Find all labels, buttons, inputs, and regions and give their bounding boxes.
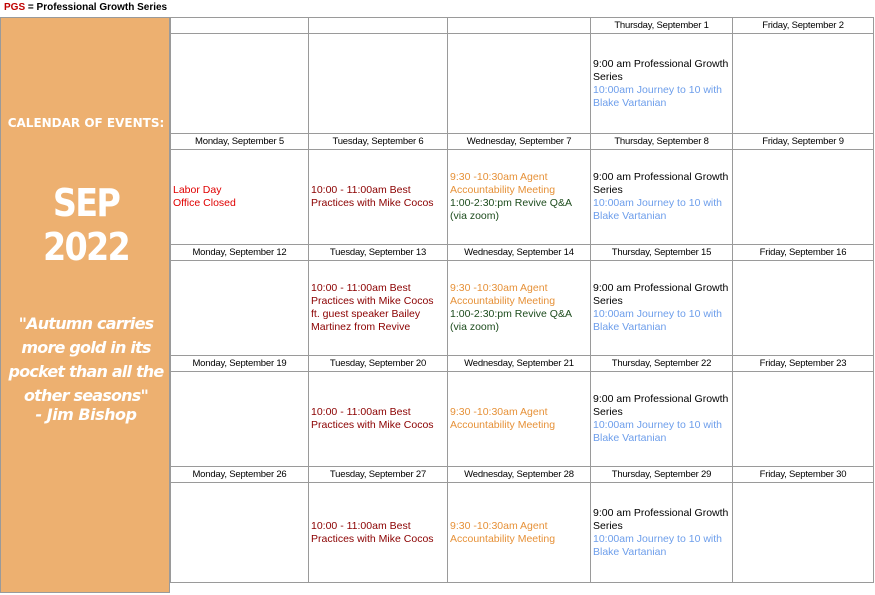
day-cell-thursday[interactable]: [591, 372, 733, 467]
legend-abbreviation: PGS: [4, 2, 26, 13]
day-cell-tuesday[interactable]: [309, 483, 448, 583]
day-cell-monday[interactable]: [171, 483, 309, 583]
day-header-thursday: Thursday, September 15: [591, 245, 733, 261]
day-cell-thursday[interactable]: [591, 34, 733, 134]
week-row: [171, 372, 874, 467]
day-header-tuesday: Tuesday, September 13: [309, 245, 448, 261]
day-cell-friday[interactable]: [733, 261, 874, 356]
day-cell-wednesday[interactable]: [448, 150, 591, 245]
day-cell-thursday[interactable]: [591, 261, 733, 356]
day-header-thursday: Thursday, September 1: [591, 18, 733, 34]
day-cell-tuesday[interactable]: [309, 261, 448, 356]
event-text: 10:00am Journey to 10 with Blake Vartanian: [593, 83, 722, 109]
day-header-wednesday: Wednesday, September 14: [448, 245, 591, 261]
calendar-heading: CALENDAR OF EVENTS:: [7, 116, 165, 130]
day-header-tuesday: Tuesday, September 27: [309, 467, 448, 483]
day-header-friday: Friday, September 2: [733, 18, 874, 34]
calendar-grid: [170, 17, 874, 583]
event-text: Office Closed: [173, 197, 236, 209]
week-row: [171, 483, 874, 583]
event-text: 9:00 am Professional Growth Series: [593, 57, 729, 83]
day-header-thursday: Thursday, September 8: [591, 134, 733, 150]
event-text: 9:30 -10:30am Agent Accountability Meeting: [450, 406, 556, 431]
day-header-monday: Monday, September 5: [171, 134, 309, 150]
day-header-monday: [171, 18, 309, 34]
week-header-row: [171, 134, 874, 150]
event-text: 9:30 -10:30am Agent Accountability Meeting: [450, 282, 556, 307]
month-title: SEP 2022: [42, 181, 130, 269]
event-text: 10:00 - 11:00am Best Practices with Mike Cocos: [311, 184, 434, 209]
day-header-wednesday: [448, 18, 591, 34]
event-text: 1:00-2:30:pm Revive Q&A (via zoom): [450, 308, 572, 333]
event-text: 10:00am Journey to 10 with Blake Vartanian: [593, 197, 722, 222]
week-row: [171, 150, 874, 245]
day-cell-friday[interactable]: [733, 34, 874, 134]
sidebar-panel: [0, 17, 170, 593]
day-cell-wednesday[interactable]: [448, 34, 591, 134]
event-text: 10:00 - 11:00am Best Practices with Mike Cocos ft. guest speaker Bailey Martinez from Revive: [311, 282, 434, 333]
day-header-monday: Monday, September 19: [171, 356, 309, 372]
day-header-wednesday: Wednesday, September 7: [448, 134, 591, 150]
day-cell-wednesday[interactable]: [448, 261, 591, 356]
event-text: 9:00 am Professional Growth Series: [593, 171, 729, 196]
day-cell-monday[interactable]: [171, 372, 309, 467]
day-cell-tuesday[interactable]: [309, 34, 448, 134]
quote-text: "Autumn carries more gold in its pocket than all the other seasons": [8, 314, 164, 405]
legend: [4, 2, 167, 13]
day-cell-monday[interactable]: [171, 34, 309, 134]
event-text: 1:00-2:30:pm Revive Q&A (via zoom): [450, 197, 572, 222]
week-header-row: [171, 245, 874, 261]
event-text: 10:00 - 11:00am Best Practices with Mike Cocos: [311, 406, 434, 431]
legend-text: = Professional Growth Series: [25, 2, 168, 13]
quote-author: - Jim Bishop: [35, 405, 137, 424]
week-row: [171, 34, 874, 134]
event-text: 10:00 - 11:00am Best Practices with Mike Cocos: [311, 519, 434, 545]
day-header-tuesday: Tuesday, September 20: [309, 356, 448, 372]
day-header-friday: Friday, September 23: [733, 356, 874, 372]
day-header-tuesday: [309, 18, 448, 34]
week-header-row: [171, 467, 874, 483]
event-text: 9:30 -10:30am Agent Accountability Meeting: [450, 519, 556, 545]
event-text: 10:00am Journey to 10 with Blake Vartanian: [593, 308, 722, 333]
day-cell-friday[interactable]: [733, 372, 874, 467]
day-cell-monday[interactable]: [171, 261, 309, 356]
day-header-friday: Friday, September 16: [733, 245, 874, 261]
day-header-monday: Monday, September 12: [171, 245, 309, 261]
day-header-friday: Friday, September 30: [733, 467, 874, 483]
week-header-row: [171, 18, 874, 34]
day-header-wednesday: Wednesday, September 21: [448, 356, 591, 372]
day-header-thursday: Thursday, September 29: [591, 467, 733, 483]
event-text: 9:00 am Professional Growth Series: [593, 506, 729, 532]
day-cell-friday[interactable]: [733, 483, 874, 583]
week-header-row: [171, 356, 874, 372]
day-cell-thursday[interactable]: [591, 150, 733, 245]
day-header-friday: Friday, September 9: [733, 134, 874, 150]
day-header-thursday: Thursday, September 22: [591, 356, 733, 372]
day-cell-friday[interactable]: [733, 150, 874, 245]
day-cell-wednesday[interactable]: [448, 483, 591, 583]
day-header-monday: Monday, September 26: [171, 467, 309, 483]
day-cell-monday[interactable]: [171, 150, 309, 245]
event-text: Labor Day: [173, 184, 222, 196]
event-text: 9:30 -10:30am Agent Accountability Meeting: [450, 171, 556, 196]
event-text: 10:00am Journey to 10 with Blake Vartanian: [593, 532, 722, 558]
day-cell-tuesday[interactable]: [309, 150, 448, 245]
event-text: 9:00 am Professional Growth Series: [593, 393, 729, 418]
event-text: 9:00 am Professional Growth Series: [593, 282, 729, 307]
day-header-wednesday: Wednesday, September 28: [448, 467, 591, 483]
day-header-tuesday: Tuesday, September 6: [309, 134, 448, 150]
week-row: [171, 261, 874, 356]
day-cell-thursday[interactable]: [591, 483, 733, 583]
day-cell-wednesday[interactable]: [448, 372, 591, 467]
day-cell-tuesday[interactable]: [309, 372, 448, 467]
event-text: 10:00am Journey to 10 with Blake Vartanian: [593, 419, 722, 444]
